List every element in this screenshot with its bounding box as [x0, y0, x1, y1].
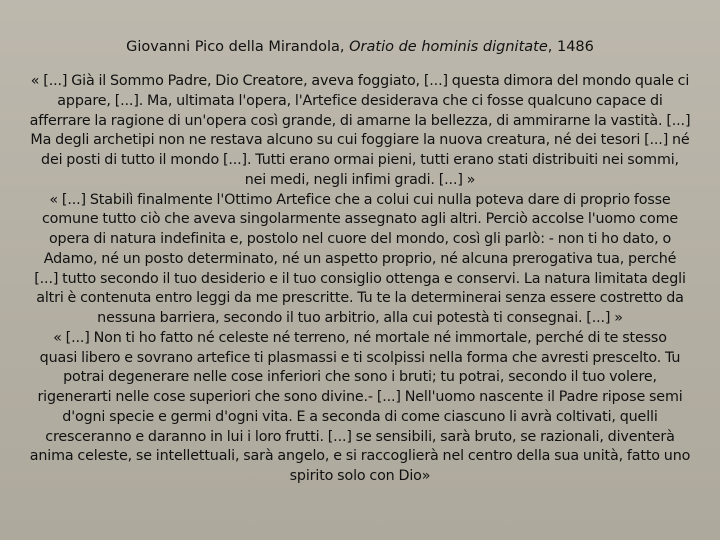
text-line: quasi libero e sovrano artefice ti plasmassi e ti scolpissi nella forma che avresti prescelto. Tu: [39, 349, 681, 366]
text-line: anima celeste, se intellettuali, sarà angelo, e si raccoglierà nel centro della sua unità, fatto uno: [29, 448, 691, 465]
text-line: [...] tutto secondo il tuo desiderio e il tuo consiglio ottenga e conservi. La natura limitata degli: [34, 270, 686, 287]
paragraph-2: [4, 191, 716, 329]
text-line: afferrare la ragione di un'opera così grande, di amarne la bellezza, di ammirarne la vastità. [...]: [29, 112, 691, 129]
title-year: , 1486: [547, 39, 594, 55]
text-line: cresceranno e daranno in lui i loro frutti. [...] se sensibili, sarà bruto, se razionali, diventerà: [45, 428, 675, 445]
paragraph-3: [4, 329, 716, 487]
text-line: appare, [...]. Ma, ultimata l'opera, l'Artefice desiderava che ci fosse qualcuno capace di: [57, 92, 663, 109]
quotation-body: [4, 72, 716, 487]
text-line: altri è contenuta entro leggi da me prescritte. Tu te la determinerai senza essere costretto da: [36, 290, 684, 307]
paragraph-1: [4, 72, 716, 191]
text-line: nei medi, negli infimi gradi. [...] »: [244, 171, 476, 188]
title-work: Oratio de hominis dignitate: [349, 39, 548, 55]
text-line: nessuna barriera, secondo il tuo arbitrio, alla cui potestà ti consegnai. [...] »: [97, 310, 623, 326]
slide-title: [0, 38, 720, 56]
text-line: dei posti di tutto il mondo [...]. Tutti erano ormai pieni, tutti erano stati distribuiti nei sommi,: [41, 152, 679, 168]
text-line: « [...] Già il Sommo Padre, Dio Creatore, aveva foggiato, [...] questa dimora del mondo quale ci: [30, 73, 690, 89]
text-line: « [...] Stabilì finalmente l'Ottimo Artefice che a colui cui nulla poteva dare di proprio fosse: [49, 191, 671, 208]
text-line: Ma degli archetipi non ne restava alcuno su cui foggiare la nuova creatura, né dei tesori [...] né: [30, 132, 690, 149]
text-line: potrai degenerare nelle cose inferiori che sono i bruti; tu potrai, secondo il tuo volere,: [63, 369, 657, 386]
text-line: rigenerarti nelle cose superiori che sono divine.- [...] Nell'uomo nascente il Padre ripose semi: [37, 389, 683, 405]
text-line: comune tutto ciò che aveva singolarmente assegnato agli altri. Perciò accolse l'uomo come: [41, 211, 679, 228]
title-author: Giovanni Pico della Mirandola,: [126, 39, 345, 55]
text-line: Adamo, né un posto determinato, né un aspetto proprio, né alcuna prerogativa tua, perché: [43, 250, 677, 267]
text-line: spirito solo con Dio»: [289, 468, 431, 484]
text-line: d'ogni specie e germi d'ogni vita. E a seconda di come ciascuno li avrà coltivati, quelli: [62, 408, 658, 425]
text-line: « [...] Non ti ho fatto né celeste né terreno, né mortale né immortale, perché di te stesso: [53, 329, 667, 346]
text-line: opera di natura indefinita e, postolo nel cuore del mondo, così gli parlò: - non ti ho dato, o: [48, 231, 672, 247]
